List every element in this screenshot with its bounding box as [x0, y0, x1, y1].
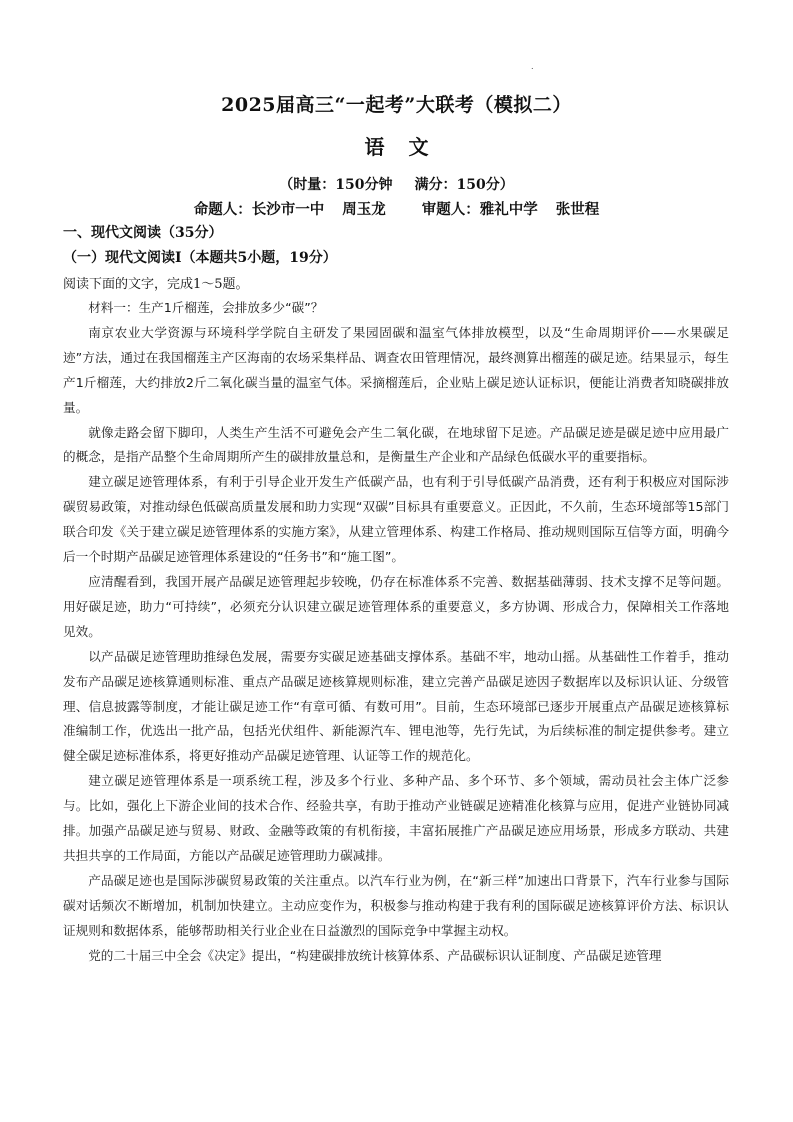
- section-heading: 一、现代文阅读（35分）: [63, 225, 223, 241]
- setter-name: 周玉龙: [342, 201, 386, 218]
- passage-text: [63, 296, 729, 968]
- material-title: 材料一：生产1斤榴莲，会排放多少“碳”？: [88, 300, 324, 315]
- passage-paragraph: 党的二十届三中全会《决定》提出，“构建碳排放统计核算体系、产品碳标识认证制度、产品碳足迹管理: [88, 947, 662, 963]
- passage-paragraph: 南京农业大学资源与环境科学学院自主研发了果园固碳和温室气体排放模型，以及“生命周期评价——水果碳足迹”方法，通过在我国榴莲主产区海南的农场采集样品、调查农田管理情况，最终测算出榴莲的碳足迹。结果显示，每生产1斤榴莲，大约排放2斤二氧化碳当量的温室气体。采摘榴莲后，企业贴上碳足迹认证标识，便能让消费者知晓碳排放量。: [63, 324, 729, 415]
- passage-paragraph: 建立碳足迹管理体系是一项系统工程，涉及多个行业、多种产品、多个环节、多个领域，需动员社会主体广泛参与。比如，强化上下游企业间的技术合作、经验共享，有助于推动产业链碳足迹精准化核算与应用，促进产业链协同减排。加强产品碳足迹与贸易、财政、金融等政策的有机衔接，丰富拓展推广产品碳足迹应用场景，形成多方联动、共建共担共享的工作局面，方能以产品碳足迹管理助力碳减排。: [63, 773, 729, 863]
- corner-mark: .: [531, 62, 534, 71]
- subject-char-2: 文: [408, 135, 429, 159]
- setter-label: 命题人：长沙市一中: [193, 201, 325, 218]
- reading-instruction: 阅读下面的文字，完成1～5题。: [63, 277, 249, 292]
- time-limit: （时量：150分钟: [279, 177, 393, 193]
- subject-char-1: 语: [364, 135, 385, 159]
- authors-line: [0, 198, 793, 219]
- passage-paragraph: 应清醒看到，我国开展产品碳足迹管理起步较晚，仍存在标准体系不完善、数据基础薄弱、技术支撑不足等问题。用好碳足迹，助力“可持续”，必须充分认识建立碳足迹管理体系的重要意义，多方协调、形成合力，保障相关工作落地见效。: [63, 573, 729, 639]
- reviewer-name: 张世程: [555, 201, 600, 218]
- reviewer-label: 审题人：雅礼中学: [421, 201, 538, 218]
- subject-title: [0, 131, 793, 160]
- full-score: 满分：150分）: [414, 177, 514, 193]
- passage-paragraph: 就像走路会留下脚印，人类生产生活不可避免会产生二氧化碳，在地球留下足迹。产品碳足迹是碳足迹中应用最广的概念，是指产品整个生命周期所产生的碳排放量总和，是衡量生产企业和产品绿色低碳水平的重要指标。: [63, 424, 729, 465]
- passage-paragraph: 建立碳足迹管理体系，有利于引导企业开发生产低碳产品，也有利于引导低碳产品消费，还有利于积极应对国际涉碳贸易政策，对推动绿色低碳高质量发展和助力实现“双碳”目标具有重要意义。正因此，不久前，生态环境部等15部门联合印发《关于建立碳足迹管理体系的实施方案》，从建立管理体系、构建工作格局、推动规则国际互信等方面，明确今后一个时期产品碳足迹管理体系建设的“任务书”和“施工图”。: [63, 474, 729, 565]
- exam-title: 2025届高三“一起考”大联考（模拟二）: [221, 94, 572, 116]
- passage-paragraph: 以产品碳足迹管理助推绿色发展，需要夯实碳足迹基础支撑体系。基础不牢，地动山摇。从基础性工作着手，推动发布产品碳足迹核算通则标准、重点产品碳足迹核算规则标准，建立完善产品碳足迹因子数据库以及标识认证、分级管理、信息披露等制度，才能让碳足迹工作“有章可循、有数可用”。目前，生态环境部已逐步开展重点产品碳足迹核算标准编制工作，优选出一批产品，包括光伏组件、新能源汽车、锂电池等，先行先试，为后续标准的制定提供参考。建立健全碳足迹标准体系，将更好推动产品碳足迹管理、认证等工作的规范化。: [63, 648, 729, 764]
- exam-time-score: [0, 174, 793, 194]
- section-subheading: （一）现代文阅读Ⅰ（本题共5小题，19分）: [63, 250, 337, 266]
- passage-paragraph: 产品碳足迹也是国际涉碳贸易政策的关注重点。以汽车行业为例，在“新三样”加速出口背景下，汽车行业参与国际碳对话频次不断增加，机制加快建立。主动应变作为，积极参与推动构建于我有利的国际碳足迹核算评价方法、标识认证规则和数据体系，能够帮助相关行业企业在日益激烈的国际竞争中掌握主动权。: [63, 872, 729, 938]
